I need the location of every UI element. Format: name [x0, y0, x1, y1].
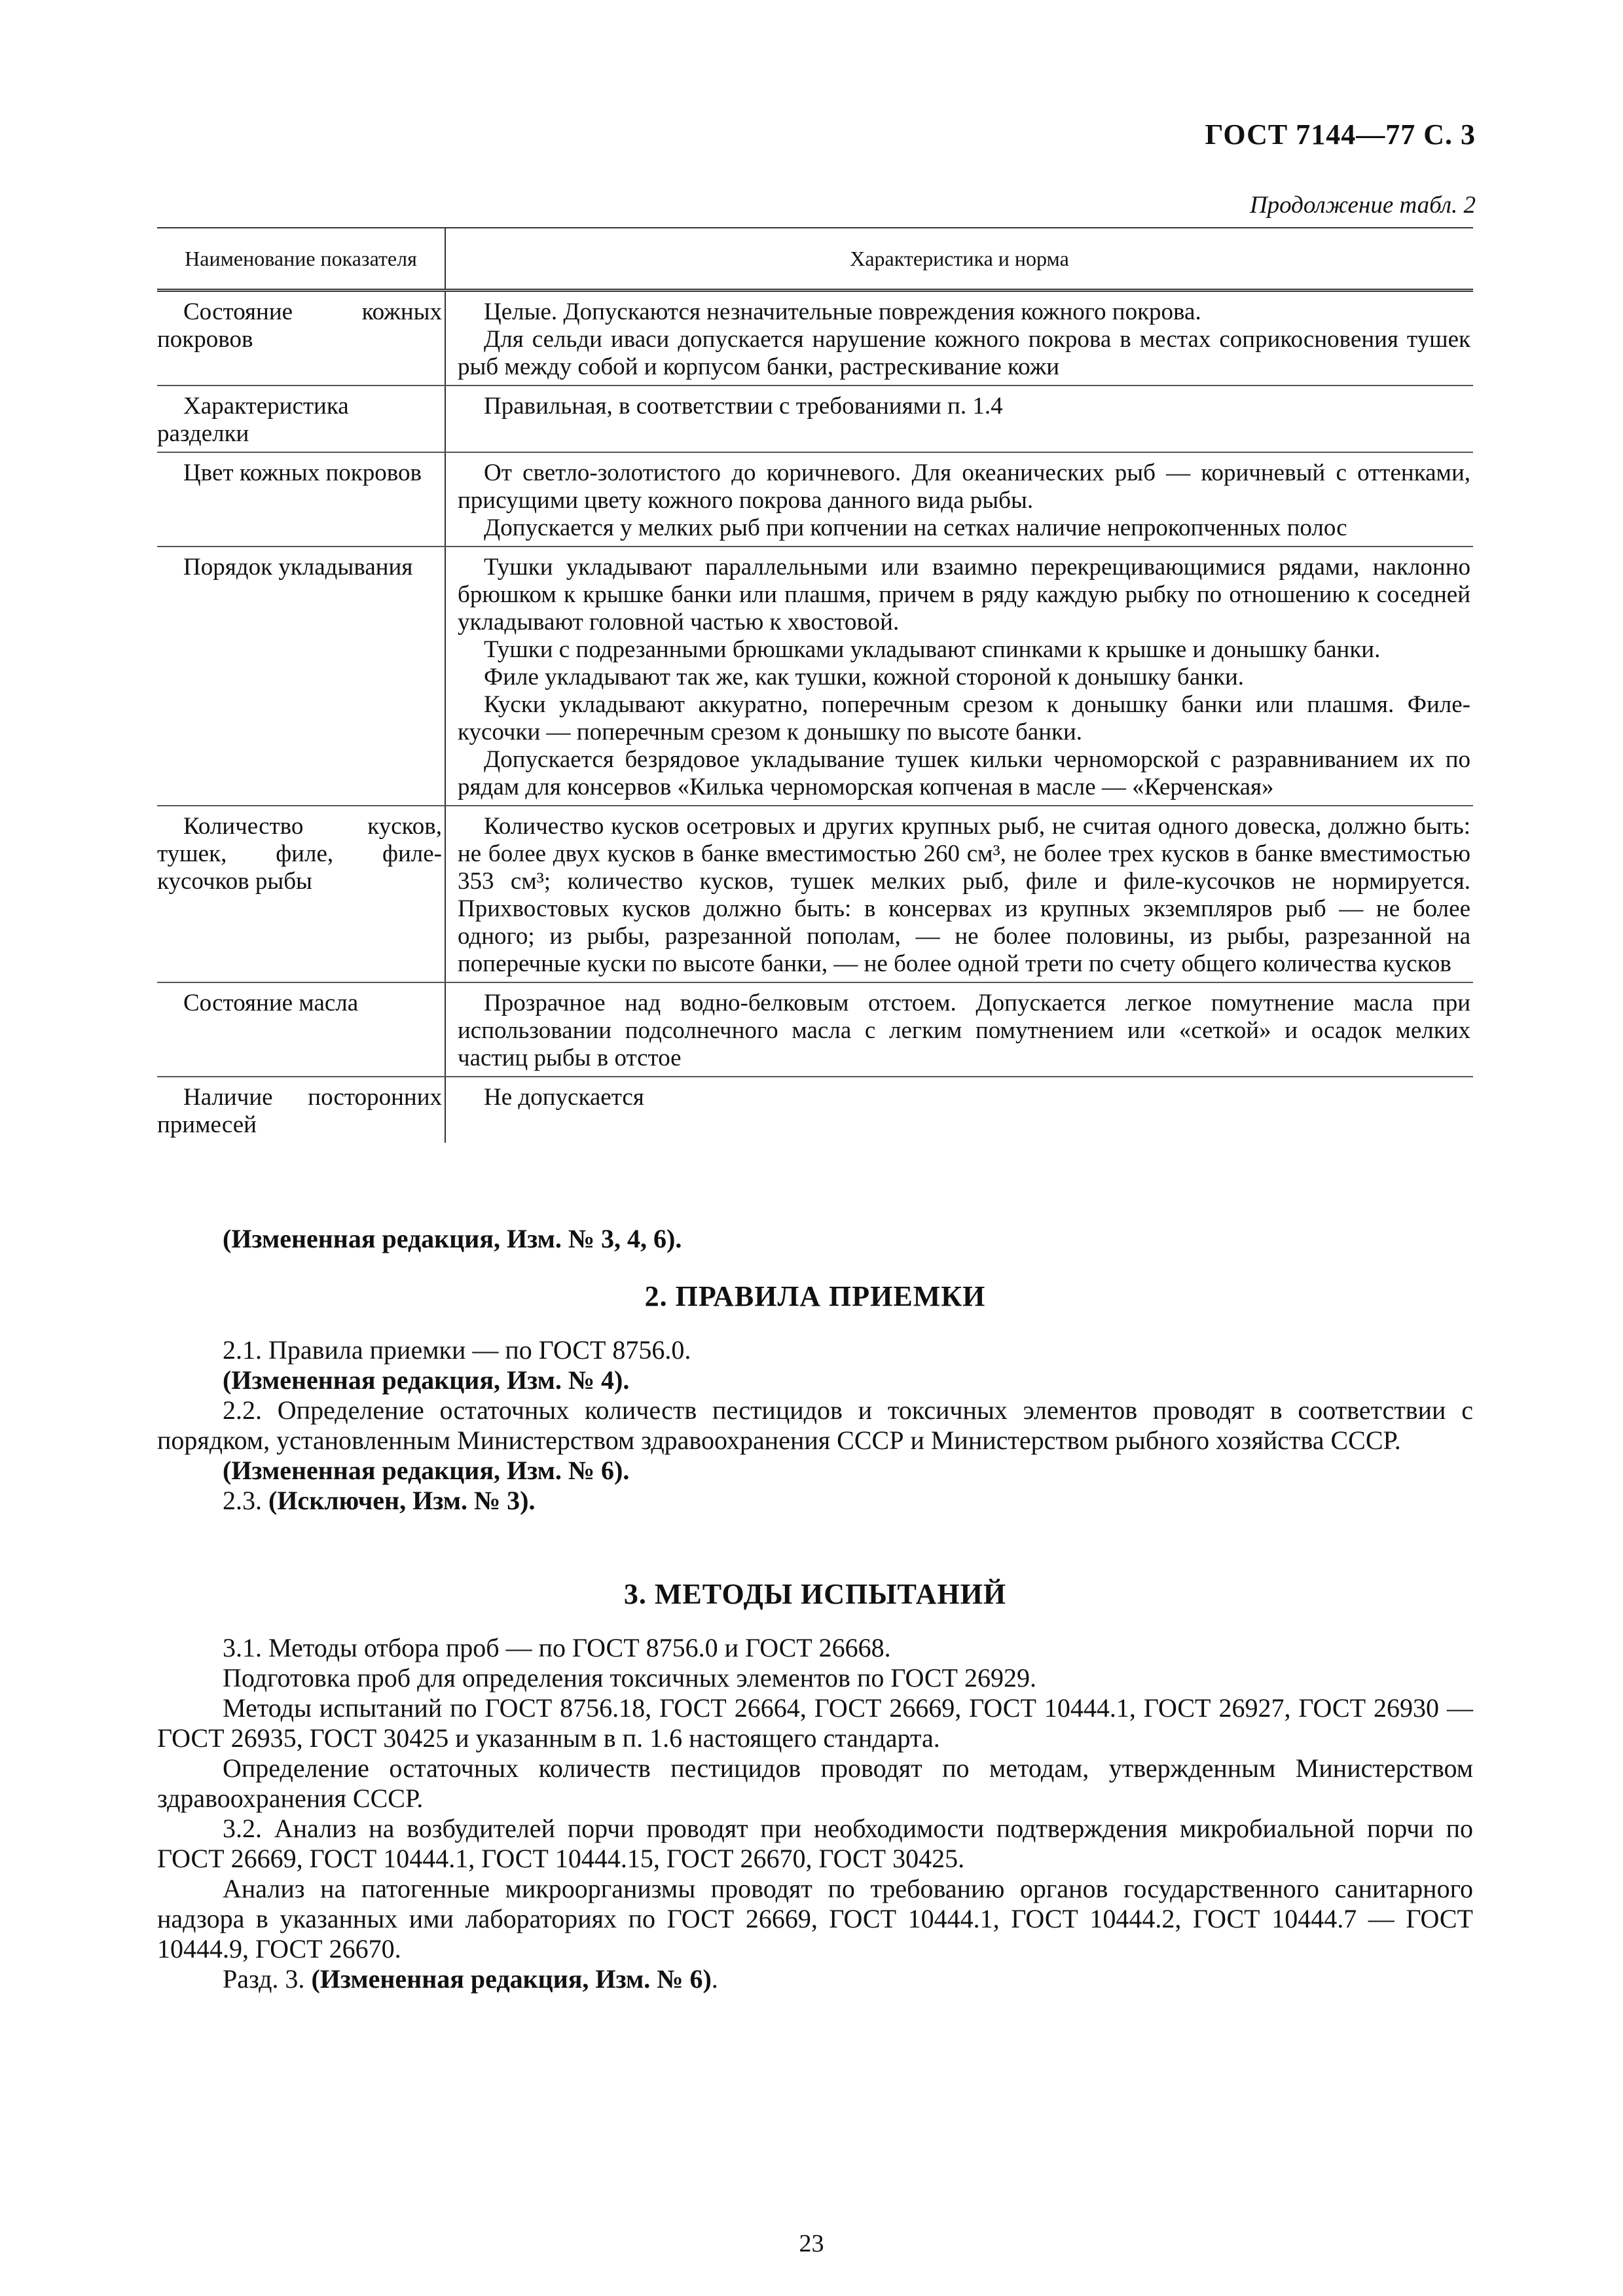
table-row — [157, 547, 1473, 806]
indicator-name: Цвет кожных покровов — [157, 452, 445, 547]
clause-3-1-pesticides: Определение остаточных количеств пестицидов проводят по методам, утвержденным Министерством здравоохранения СССР. — [157, 1753, 1473, 1813]
table-row — [157, 982, 1473, 1077]
clause-2-3: 2.3. (Исключен, Изм. № 3). — [223, 1486, 536, 1515]
clause-2-1: 2.1. Правила приемки — по ГОСТ 8756.0. — [223, 1335, 691, 1365]
clause-3-1: 3.1. Методы отбора проб — по ГОСТ 8756.0 и ГОСТ 26668. — [223, 1633, 891, 1662]
table-amendment-note: (Измененная редакция, Изм. № 3, 4, 6). — [223, 1224, 682, 1253]
indicator-name: Состояние масла — [157, 982, 445, 1077]
clause-2-2-note: (Измененная редакция, Изм. № 6). — [223, 1456, 630, 1485]
clause-3-1-methods: Методы испытаний по ГОСТ 8756.18, ГОСТ 26664, ГОСТ 26669, ГОСТ 10444.1, ГОСТ 26927, ГОСТ 26930 — ГОСТ 26935, ГОСТ 30425 и указанным в п. 1.6 настоящего стандарта. — [157, 1693, 1473, 1753]
indicator-name: Наличие посторонних примесей — [157, 1077, 445, 1143]
indicator-value: Целые. Допускаются незначительные повреждения кожного покрова. Для сельди иваси допускается нарушение кожного покрова в местах соприкосновения тушек рыб между собой и корпусом банки, растрескивание кожи — [445, 291, 1473, 386]
indicator-value: От светло-золотистого до коричневого. Для океанических рыб — коричневый с оттенками, присущими цвету кожного покрова данного вида рыбы. Допускается у мелких рыб при копчении на сетках наличие непрокопченных полос — [445, 452, 1473, 547]
indicator-value: Не допускается — [484, 1084, 644, 1111]
column-header-characteristic: Характеристика и норма — [445, 228, 1473, 291]
clause-3-1-sample-prep: Подготовка проб для определения токсичных элементов по ГОСТ 26929. — [223, 1663, 1036, 1693]
table-row — [157, 1077, 1473, 1143]
section-3-body — [157, 1633, 1473, 1994]
section-3-amendment-note: Разд. 3. (Измененная редакция, Изм. № 6). — [223, 1964, 718, 1994]
section-2-body — [157, 1335, 1473, 1516]
table-header-row — [157, 228, 1473, 291]
indicator-name: Порядок укладывания — [157, 547, 445, 806]
section-3-title: 3. МЕТОДЫ ИСПЫТАНИЙ — [623, 1578, 1007, 1610]
clause-3-2-pathogens: Анализ на патогенные микроорганизмы проводят по требованию органов государственного санитарного надзора в указанных ими лабораториях по ГОСТ 26669, ГОСТ 10444.1, ГОСТ 10444.2, ГОСТ 10444.7 — ГОСТ 10444.9, ГОСТ 26670. — [157, 1874, 1473, 1964]
indicator-value: Правильная, в соответствии с требованиями п. 1.4 — [445, 386, 1473, 452]
document-header: ГОСТ 7144—77 С. 3 — [1205, 118, 1476, 151]
table-row — [157, 291, 1473, 386]
indicator-value: Тушки укладывают параллельными или взаимно перекрещивающимися рядами, наклонно брюшком к крышке банки или плашмя, причем в ряду каждую рыбку по отношению к соседней укладывают головной частью к хвостовой. Тушки с подрезанными брюшками укладывают спинками к крышке и донышку банки. Филе укладывают так же, как тушки, кожной стороной к донышку банки. Куски укладывают аккуратно, поперечным срезом к донышку банки или плашмя. Филе-кусочки — поперечным срезом к донышку по высоте банки. Допускается безрядовое укладывание тушек кильки черноморской с разравниванием их по рядам для консервов «Килька черноморская копченая в масле — «Керченская» — [445, 547, 1473, 806]
clause-3-2: 3.2. Анализ на возбудителей порчи проводят при необходимости подтверждения микробиальной порчи по ГОСТ 26669, ГОСТ 10444.1, ГОСТ 10444.15, ГОСТ 26670, ГОСТ 30425. — [157, 1814, 1473, 1873]
specification-table — [157, 227, 1473, 1143]
indicator-name: Состояние кожных покровов — [157, 291, 445, 386]
clause-2-2: 2.2. Определение остаточных количеств пестицидов и токсичных элементов проводят в соответствии с порядком, установленным Министерством здравоохранения СССР и Министерством рыбного хозяйства СССР. — [157, 1395, 1473, 1455]
indicator-name: Характеристика разделки — [157, 386, 445, 452]
table-row — [157, 452, 1473, 547]
clause-2-1-note: (Измененная редакция, Изм. № 4). — [223, 1365, 630, 1395]
page-number: 23 — [799, 2230, 824, 2257]
table-continuation-label: Продолжение табл. 2 — [1249, 192, 1476, 219]
column-header-indicator: Наименование показателя — [157, 228, 445, 291]
indicator-value: Прозрачное над водно-белковым отстоем. Допускается легкое помутнение масла при использовании подсолнечного масла с легким помутнением или «сеткой» и осадок мелких частиц рыбы в отстое — [445, 982, 1473, 1077]
indicator-name: Количество кусков, тушек, филе, филе-кусочков рыбы — [157, 806, 445, 982]
table-row — [157, 806, 1473, 982]
section-2-title: 2. ПРАВИЛА ПРИЕМКИ — [644, 1280, 986, 1312]
table-row — [157, 386, 1473, 452]
indicator-value: Количество кусков осетровых и других крупных рыб, не считая одного довеска, должно быть: не более двух кусков в банке вместимостью 260 см³, не более трех кусков в банке вместимостью 353 см³; количество кусков, тушек мелких рыб, филе и филе-кусочков не нормируется. Прихвостовых кусков должно быть: в консервах из крупных экземпляров рыб — не более одного; из рыбы, разрезанной пополам, — не более половины, из рыбы, разрезанной на поперечные куски по высоте банки, — не более одной трети по счету общего количества кусков — [445, 806, 1473, 982]
